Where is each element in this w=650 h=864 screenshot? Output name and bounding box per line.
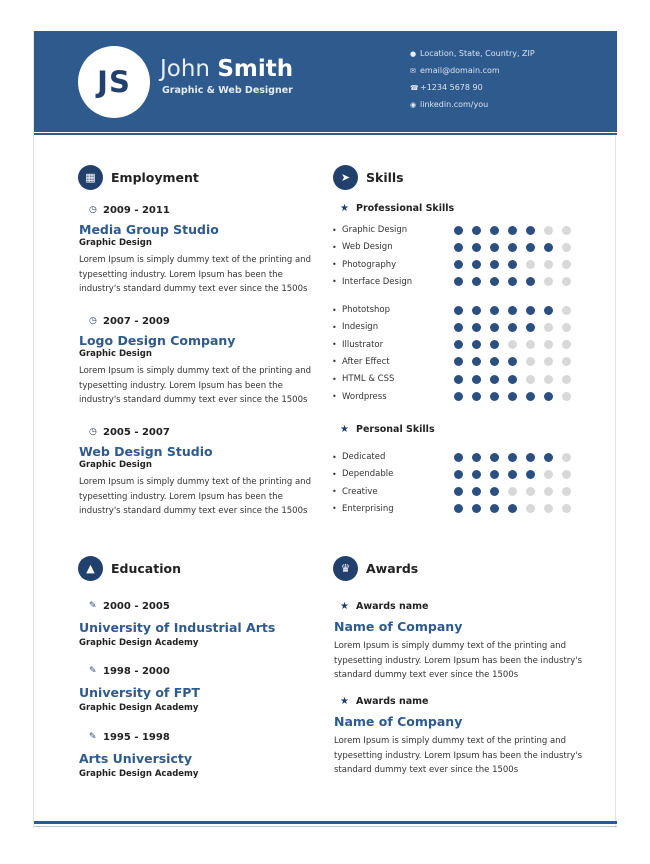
rating-dot-filled: [472, 375, 481, 384]
entry-dates: ◷ 2007 - 2009: [89, 315, 170, 327]
rating-dot-filled: [454, 323, 463, 332]
skill-row: [332, 356, 582, 368]
entry-dates: ✎ 1995 - 1998: [89, 731, 170, 743]
bullet-icon: •: [332, 225, 337, 235]
linkedin-icon: ◉: [410, 100, 417, 109]
bullet-icon: •: [332, 504, 337, 514]
rating-dot-filled: [454, 306, 463, 315]
bullet-icon: •: [332, 242, 337, 252]
rating-dot-filled: [472, 504, 481, 513]
skill-rating: [454, 260, 580, 269]
rating-dot-filled: [454, 504, 463, 513]
professional-skills-heading: ★ Professional Skills: [340, 203, 455, 214]
skill-rating: [454, 306, 580, 315]
rating-dot-filled: [454, 392, 463, 401]
rating-dot-empty: [562, 243, 571, 252]
rating-dot-empty: [526, 487, 535, 496]
rating-dot-filled: [526, 243, 535, 252]
bullet-icon: •: [332, 305, 337, 315]
rating-dot-filled: [526, 226, 535, 235]
skill-row: [332, 259, 582, 271]
skill-row: [332, 373, 582, 385]
skill-label: Web Design: [342, 242, 393, 253]
award-company: Name of Company: [334, 619, 463, 634]
bullet-icon: •: [332, 322, 337, 332]
skill-label: After Effect: [342, 356, 390, 367]
rating-dot-empty: [544, 375, 553, 384]
rating-dot-empty: [544, 470, 553, 479]
school-name: Arts Universicty: [79, 751, 192, 766]
rating-dot-filled: [490, 306, 499, 315]
personal-skills-heading: ★ Personal Skills: [340, 424, 435, 435]
rating-dot-filled: [508, 392, 517, 401]
rating-dot-filled: [526, 453, 535, 462]
job-description: Lorem Ipsum is simply dummy text of the printing and typesetting industry. Lorem Ipsum has been the industry's standard dummy text ever since the 1500s: [79, 477, 311, 517]
monogram-avatar: JS: [78, 46, 150, 118]
company-name: Logo Design Company: [79, 333, 236, 348]
skill-label: Phototshop: [342, 305, 390, 315]
bullet-icon: •: [332, 452, 337, 462]
skill-rating: [454, 357, 580, 366]
skill-label: Wordpress: [342, 391, 387, 402]
flask-icon: ▲: [78, 556, 103, 581]
rating-dot-empty: [562, 260, 571, 269]
skill-row: [332, 224, 582, 236]
rating-dot-filled: [490, 504, 499, 513]
skill-rating: [454, 470, 580, 479]
skill-row: [332, 304, 582, 316]
skill-rating: [454, 453, 580, 462]
rating-dot-empty: [544, 277, 553, 286]
school-name: University of Industrial Arts: [79, 620, 276, 635]
rating-dot-filled: [490, 392, 499, 401]
skills-title: Skills: [366, 170, 404, 185]
skill-label: HTML & CSS: [342, 374, 395, 385]
rating-dot-empty: [544, 260, 553, 269]
bullet-icon: •: [332, 260, 337, 270]
rating-dot-empty: [562, 340, 571, 349]
skill-label: Indesign: [342, 322, 379, 333]
skill-row: [332, 276, 582, 288]
rating-dot-filled: [454, 226, 463, 235]
skill-rating: [454, 392, 580, 401]
contact-location: ● Location, State, Country, ZIP: [410, 49, 535, 58]
skill-rating: [454, 375, 580, 384]
rating-dot-empty: [544, 504, 553, 513]
rating-dot-empty: [526, 375, 535, 384]
rating-dot-empty: [562, 306, 571, 315]
education-entry: [79, 664, 319, 713]
rating-dot-filled: [472, 306, 481, 315]
rating-dot-filled: [472, 470, 481, 479]
rating-dot-filled: [508, 306, 517, 315]
skill-row: [332, 451, 582, 463]
program-name: Graphic Design Academy: [79, 769, 199, 779]
skill-label: Illustrator: [342, 339, 384, 350]
location-icon: ●: [410, 49, 417, 58]
footer-divider-thin: [34, 826, 617, 827]
award-heading: ★ Awards name: [340, 695, 429, 707]
rating-dot-filled: [526, 392, 535, 401]
rating-dot-empty: [562, 226, 571, 235]
skill-label: Graphic Design: [342, 225, 408, 235]
rating-dot-empty: [544, 226, 553, 235]
rocket-icon: ➤: [333, 165, 358, 190]
award-entry: [334, 599, 594, 683]
rating-dot-filled: [508, 277, 517, 286]
footer-divider: [34, 821, 617, 824]
rating-dot-empty: [544, 357, 553, 366]
job-role: Graphic & Web Designer: [162, 85, 293, 96]
skill-rating: [454, 243, 580, 252]
employment-title: Employment: [111, 170, 199, 185]
rating-dot-filled: [472, 487, 481, 496]
pencil-icon: ✎: [89, 601, 97, 611]
clock-icon: ◷: [89, 205, 97, 215]
award-description: Lorem Ipsum is simply dummy text of the printing and typesetting industry. Lorem Ipsum has been the industry's standard dummy text ever since the 1500s: [334, 641, 583, 681]
awards-title: Awards: [366, 561, 419, 576]
education-title: Education: [111, 561, 181, 576]
rating-dot-filled: [472, 277, 481, 286]
rating-dot-empty: [562, 375, 571, 384]
skill-row: [332, 468, 582, 480]
skill-row: [332, 391, 582, 403]
rating-dot-empty: [508, 487, 517, 496]
skill-rating: [454, 340, 580, 349]
company-name: Media Group Studio: [79, 222, 219, 237]
rating-dot-filled: [508, 453, 517, 462]
skill-rating: [454, 226, 580, 235]
rating-dot-empty: [526, 504, 535, 513]
rating-dot-empty: [544, 340, 553, 349]
resume-page: [33, 31, 616, 828]
program-name: Graphic Design Academy: [79, 703, 199, 713]
award-company: Name of Company: [334, 714, 463, 729]
briefcase-icon: ▦: [78, 165, 103, 190]
skill-rating: [454, 504, 580, 513]
skill-label: Dedicated: [342, 452, 386, 462]
rating-dot-empty: [562, 470, 571, 479]
pencil-icon: ✎: [89, 666, 97, 676]
first-name: John: [160, 56, 211, 82]
rating-dot-filled: [454, 277, 463, 286]
rating-dot-empty: [562, 504, 571, 513]
awards-section-header: [333, 556, 418, 581]
skill-row: [332, 486, 582, 498]
rating-dot-filled: [490, 453, 499, 462]
bullet-icon: •: [332, 277, 337, 287]
contact-phone: ☎ +1234 5678 90: [410, 83, 483, 92]
job-field: Graphic Design: [79, 460, 152, 470]
rating-dot-filled: [508, 323, 517, 332]
rating-dot-filled: [508, 243, 517, 252]
school-name: University of FPT: [79, 685, 200, 700]
rating-dot-empty: [526, 357, 535, 366]
rating-dot-filled: [472, 340, 481, 349]
rating-dot-empty: [562, 487, 571, 496]
skill-rating: [454, 277, 580, 286]
skill-row: [332, 339, 582, 351]
rating-dot-filled: [454, 375, 463, 384]
employment-section-header: [78, 165, 199, 190]
rating-dot-filled: [472, 392, 481, 401]
rating-dot-empty: [562, 323, 571, 332]
rating-dot-filled: [472, 323, 481, 332]
job-description: Lorem Ipsum is simply dummy text of the printing and typesetting industry. Lorem Ipsum has been the industry's standard dummy text ever since the 1500s: [79, 255, 311, 295]
rating-dot-empty: [544, 323, 553, 332]
rating-dot-filled: [490, 487, 499, 496]
skill-label: Dependable: [342, 469, 394, 480]
full-name: [160, 56, 293, 82]
education-entry: [79, 730, 319, 779]
rating-dot-filled: [526, 470, 535, 479]
rating-dot-filled: [454, 487, 463, 496]
rating-dot-filled: [490, 340, 499, 349]
rating-dot-filled: [490, 260, 499, 269]
bullet-icon: •: [332, 392, 337, 401]
employment-entry: [79, 203, 319, 297]
employment-entry: [79, 314, 319, 408]
company-name: Web Design Studio: [79, 444, 213, 459]
rating-dot-filled: [454, 470, 463, 479]
skill-row: [332, 241, 582, 253]
rating-dot-filled: [508, 470, 517, 479]
rating-dot-empty: [562, 453, 571, 462]
rating-dot-filled: [526, 306, 535, 315]
rating-dot-filled: [508, 504, 517, 513]
rating-dot-empty: [562, 277, 571, 286]
clock-icon: ◷: [89, 316, 97, 326]
bullet-icon: •: [332, 340, 337, 350]
award-description: Lorem Ipsum is simply dummy text of the printing and typesetting industry. Lorem Ipsum has been the industry's standard dummy text ever since the 1500s: [334, 736, 583, 776]
skill-label: Photography: [342, 259, 397, 270]
star-icon: ★: [340, 600, 349, 612]
rating-dot-filled: [472, 357, 481, 366]
job-description: Lorem Ipsum is simply dummy text of the printing and typesetting industry. Lorem Ipsum has been the industry's standard dummy text ever since the 1500s: [79, 366, 311, 406]
header-divider: [34, 133, 617, 135]
rating-dot-empty: [508, 340, 517, 349]
rating-dot-filled: [454, 243, 463, 252]
rating-dot-empty: [526, 260, 535, 269]
rating-dot-filled: [472, 453, 481, 462]
skill-label: Creative: [342, 486, 378, 497]
contact-linkedin[interactable]: ◉ linkedin.com/you: [410, 100, 489, 109]
rating-dot-filled: [472, 226, 481, 235]
rating-dot-filled: [490, 357, 499, 366]
rating-dot-filled: [490, 243, 499, 252]
education-entry: [79, 599, 319, 648]
star-icon: ★: [340, 203, 349, 214]
clock-icon: ◷: [89, 427, 97, 437]
rating-dot-filled: [454, 260, 463, 269]
rating-dot-filled: [508, 375, 517, 384]
pencil-icon: ✎: [89, 732, 97, 742]
employment-entry: [79, 425, 319, 519]
job-field: Graphic Design: [79, 349, 152, 359]
bullet-icon: •: [332, 357, 337, 367]
rating-dot-filled: [454, 340, 463, 349]
rating-dot-filled: [490, 375, 499, 384]
rating-dot-filled: [526, 323, 535, 332]
skill-label: Interface Design: [342, 276, 413, 287]
rating-dot-empty: [544, 487, 553, 496]
rating-dot-filled: [490, 323, 499, 332]
rating-dot-filled: [508, 226, 517, 235]
rating-dot-filled: [526, 277, 535, 286]
bullet-icon: •: [332, 487, 337, 497]
rating-dot-empty: [526, 340, 535, 349]
entry-dates: ✎ 2000 - 2005: [89, 600, 170, 612]
program-name: Graphic Design Academy: [79, 638, 199, 648]
skill-row: [332, 321, 582, 333]
resume-header: [34, 31, 617, 132]
education-section-header: [78, 556, 181, 581]
rating-dot-empty: [562, 357, 571, 366]
rating-dot-filled: [472, 243, 481, 252]
email-icon: ✉: [410, 66, 416, 75]
rating-dot-filled: [454, 453, 463, 462]
last-name: Smith: [217, 56, 294, 82]
rating-dot-filled: [544, 243, 553, 252]
entry-dates: ◷ 2005 - 2007: [89, 426, 170, 438]
rating-dot-filled: [544, 453, 553, 462]
entry-dates: ◷ 2009 - 2011: [89, 204, 170, 216]
rating-dot-filled: [508, 357, 517, 366]
rating-dot-empty: [562, 392, 571, 401]
skills-section-header: [333, 165, 404, 190]
award-heading: ★ Awards name: [340, 600, 429, 612]
star-icon: ★: [340, 695, 349, 707]
phone-icon: ☎: [410, 83, 419, 92]
rating-dot-filled: [454, 357, 463, 366]
rating-dot-filled: [544, 306, 553, 315]
rating-dot-filled: [508, 260, 517, 269]
trophy-icon: ♛: [333, 556, 358, 581]
contact-list: [410, 45, 535, 113]
rating-dot-filled: [490, 226, 499, 235]
skill-row: [332, 503, 582, 515]
contact-email[interactable]: ✉ email@domain.com: [410, 66, 500, 75]
job-field: Graphic Design: [79, 238, 152, 248]
award-entry: [334, 694, 594, 778]
skill-rating: [454, 323, 580, 332]
skill-rating: [454, 487, 580, 496]
star-icon: ★: [340, 424, 349, 435]
rating-dot-filled: [490, 470, 499, 479]
rating-dot-filled: [544, 392, 553, 401]
rating-dot-filled: [472, 260, 481, 269]
bullet-icon: •: [332, 374, 337, 384]
skill-label: Enterprising: [342, 503, 394, 514]
entry-dates: ✎ 1998 - 2000: [89, 665, 170, 677]
rating-dot-filled: [490, 277, 499, 286]
bullet-icon: •: [332, 469, 337, 479]
